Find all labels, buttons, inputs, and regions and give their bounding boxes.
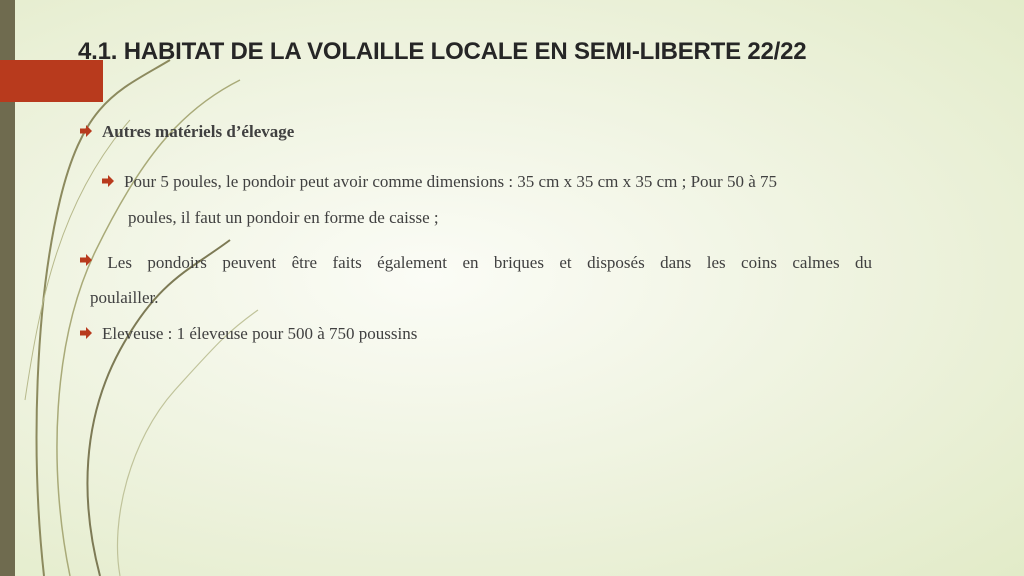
accent-tab bbox=[0, 60, 103, 102]
bullet-text-line-2: poulailler. bbox=[90, 288, 159, 307]
bullet-word: disposés bbox=[587, 253, 645, 272]
bullet-item-3 bbox=[80, 245, 872, 315]
bullet-text-line-1: Pour 5 poules, le pondoir peut avoir comme dimensions : 35 cm x 35 cm x 35 cm ; Pour 50 à 75 bbox=[124, 172, 777, 191]
bullet-item-4 bbox=[80, 316, 417, 352]
arrow-bullet-icon bbox=[80, 327, 92, 339]
bullet-item-1 bbox=[80, 114, 294, 150]
arrow-bullet-icon bbox=[80, 125, 92, 137]
bullet-word: et bbox=[559, 253, 572, 272]
bullet-word: faits bbox=[332, 253, 362, 272]
bullet-text-line-2: poules, il faut un pondoir en forme de caisse ; bbox=[128, 208, 439, 227]
bullet-word: en bbox=[462, 253, 479, 272]
bullet-word: peuvent bbox=[222, 253, 277, 272]
bullet-word: coins bbox=[741, 253, 777, 272]
slide-title: 4.1. HABITAT DE LA VOLAILLE LOCALE EN SEMI-LIBERTE 22/22 bbox=[78, 38, 807, 65]
bullet-text: Eleveuse : 1 éleveuse pour 500 à 750 poussins bbox=[102, 324, 418, 343]
arrow-bullet-icon bbox=[80, 254, 92, 266]
bullet-word: les bbox=[706, 253, 726, 272]
bullet-text: Autres matériels d’élevage bbox=[102, 122, 295, 141]
arrow-bullet-icon bbox=[102, 175, 114, 187]
bullet-word: pondoirs bbox=[147, 253, 207, 272]
bullet-word: du bbox=[854, 253, 872, 272]
bullet-word: être bbox=[291, 253, 318, 272]
bullet-word: Les bbox=[107, 253, 132, 272]
bullet-word: dans bbox=[660, 253, 692, 272]
bullet-word: calmes bbox=[792, 253, 840, 272]
bullet-item-2 bbox=[102, 164, 872, 236]
bullet-word: également bbox=[377, 253, 448, 272]
bullet-word: briques bbox=[493, 253, 544, 272]
bullet-text-line-1 bbox=[80, 245, 872, 280]
